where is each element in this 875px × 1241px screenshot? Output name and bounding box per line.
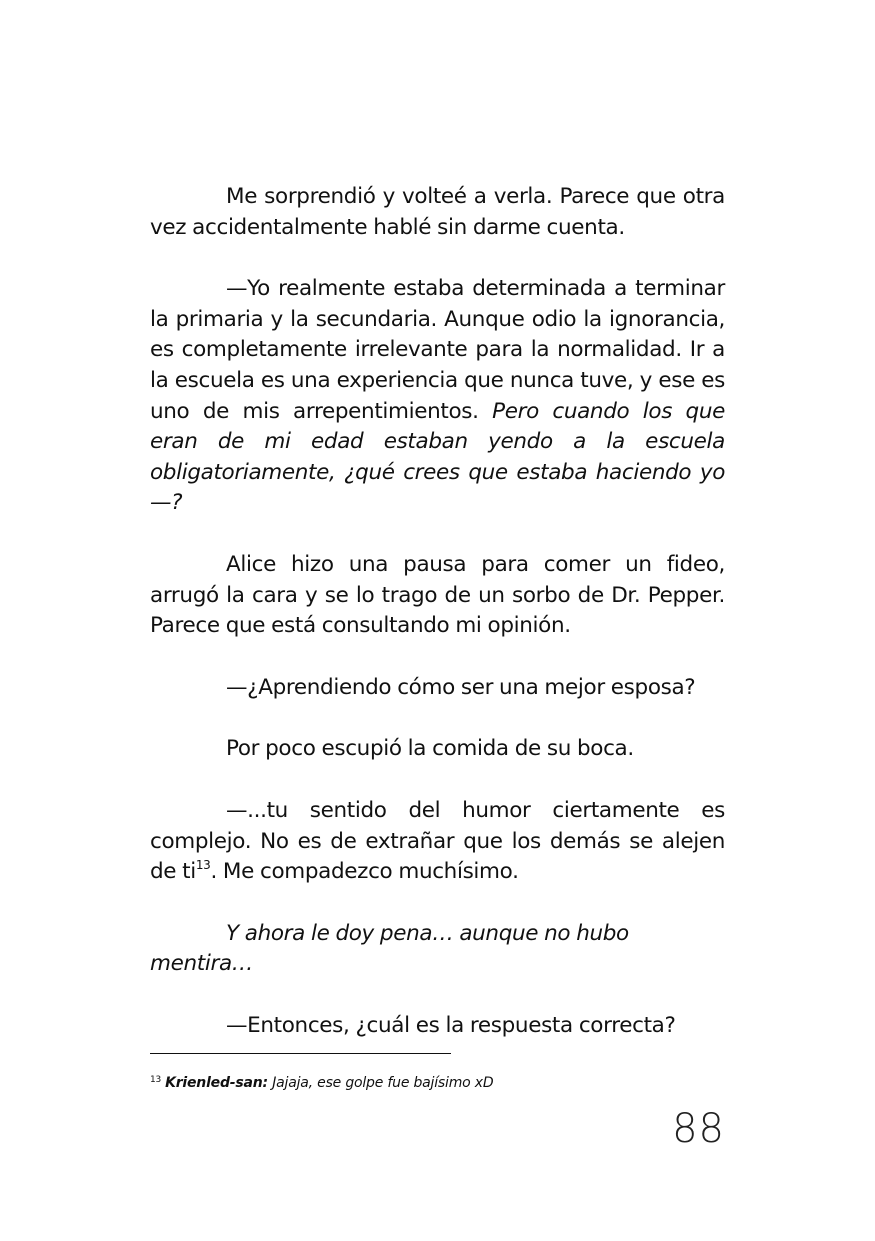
paragraph-8: —Entonces, ¿cuál es la respuesta correcta?	[226, 1012, 676, 1038]
footnote-text: Jajaja, ese golpe fue bajísimo xD	[267, 1075, 494, 1091]
page-number: 88	[672, 1106, 725, 1152]
footnote-author: Krienled-san:	[165, 1075, 268, 1091]
paragraph-3: Alice hizo una pausa para comer un fideo, arrugó la cara y se lo trago de un sorbo de Dr. Pepper. Parece que está consultando mi opinión.	[150, 551, 725, 639]
paragraph-4: —¿Aprendiendo cómo ser una mejor esposa?	[226, 674, 696, 700]
footnote	[150, 1070, 493, 1093]
footnote-number: 13	[150, 1075, 162, 1085]
footnote-divider	[150, 1053, 451, 1054]
page-body	[150, 182, 725, 1072]
footnote-reference[interactable]: 13	[195, 858, 211, 873]
paragraph-1: Me sorprendió y volteé a verla. Parece que otra vez accidentalmente hablé sin darme cuenta.	[150, 184, 725, 240]
paragraph-2-italic-text: Pero cuando los que eran de mi edad estaban yendo a la escuela obligatoriamente, ¿qué crees que estaba haciendo yo—?	[150, 398, 725, 516]
paragraph-7: Y ahora le doy pena… aunque no hubo mentira…	[150, 920, 629, 977]
paragraph-2-text: —Yo realmente estaba determinada a terminar la primaria y la secundaria. Aunque odio la ignorancia, es completamente irrelevante para la normalidad. Ir a la escuela es una experiencia que nunca tuve, y ese es uno de mis arrepentimientos.	[150, 276, 725, 424]
paragraph-6	[150, 796, 725, 888]
paragraph-5: Por poco escupió la comida de su boca.	[226, 736, 634, 762]
paragraph-6-text-end: . Me compadezco muchísimo.	[210, 859, 519, 885]
paragraph-6-text: —...tu sentido del humor ciertamente es complejo. No es de extrañar que los demás se alejen de ti	[150, 797, 725, 885]
paragraph-2	[150, 274, 725, 519]
